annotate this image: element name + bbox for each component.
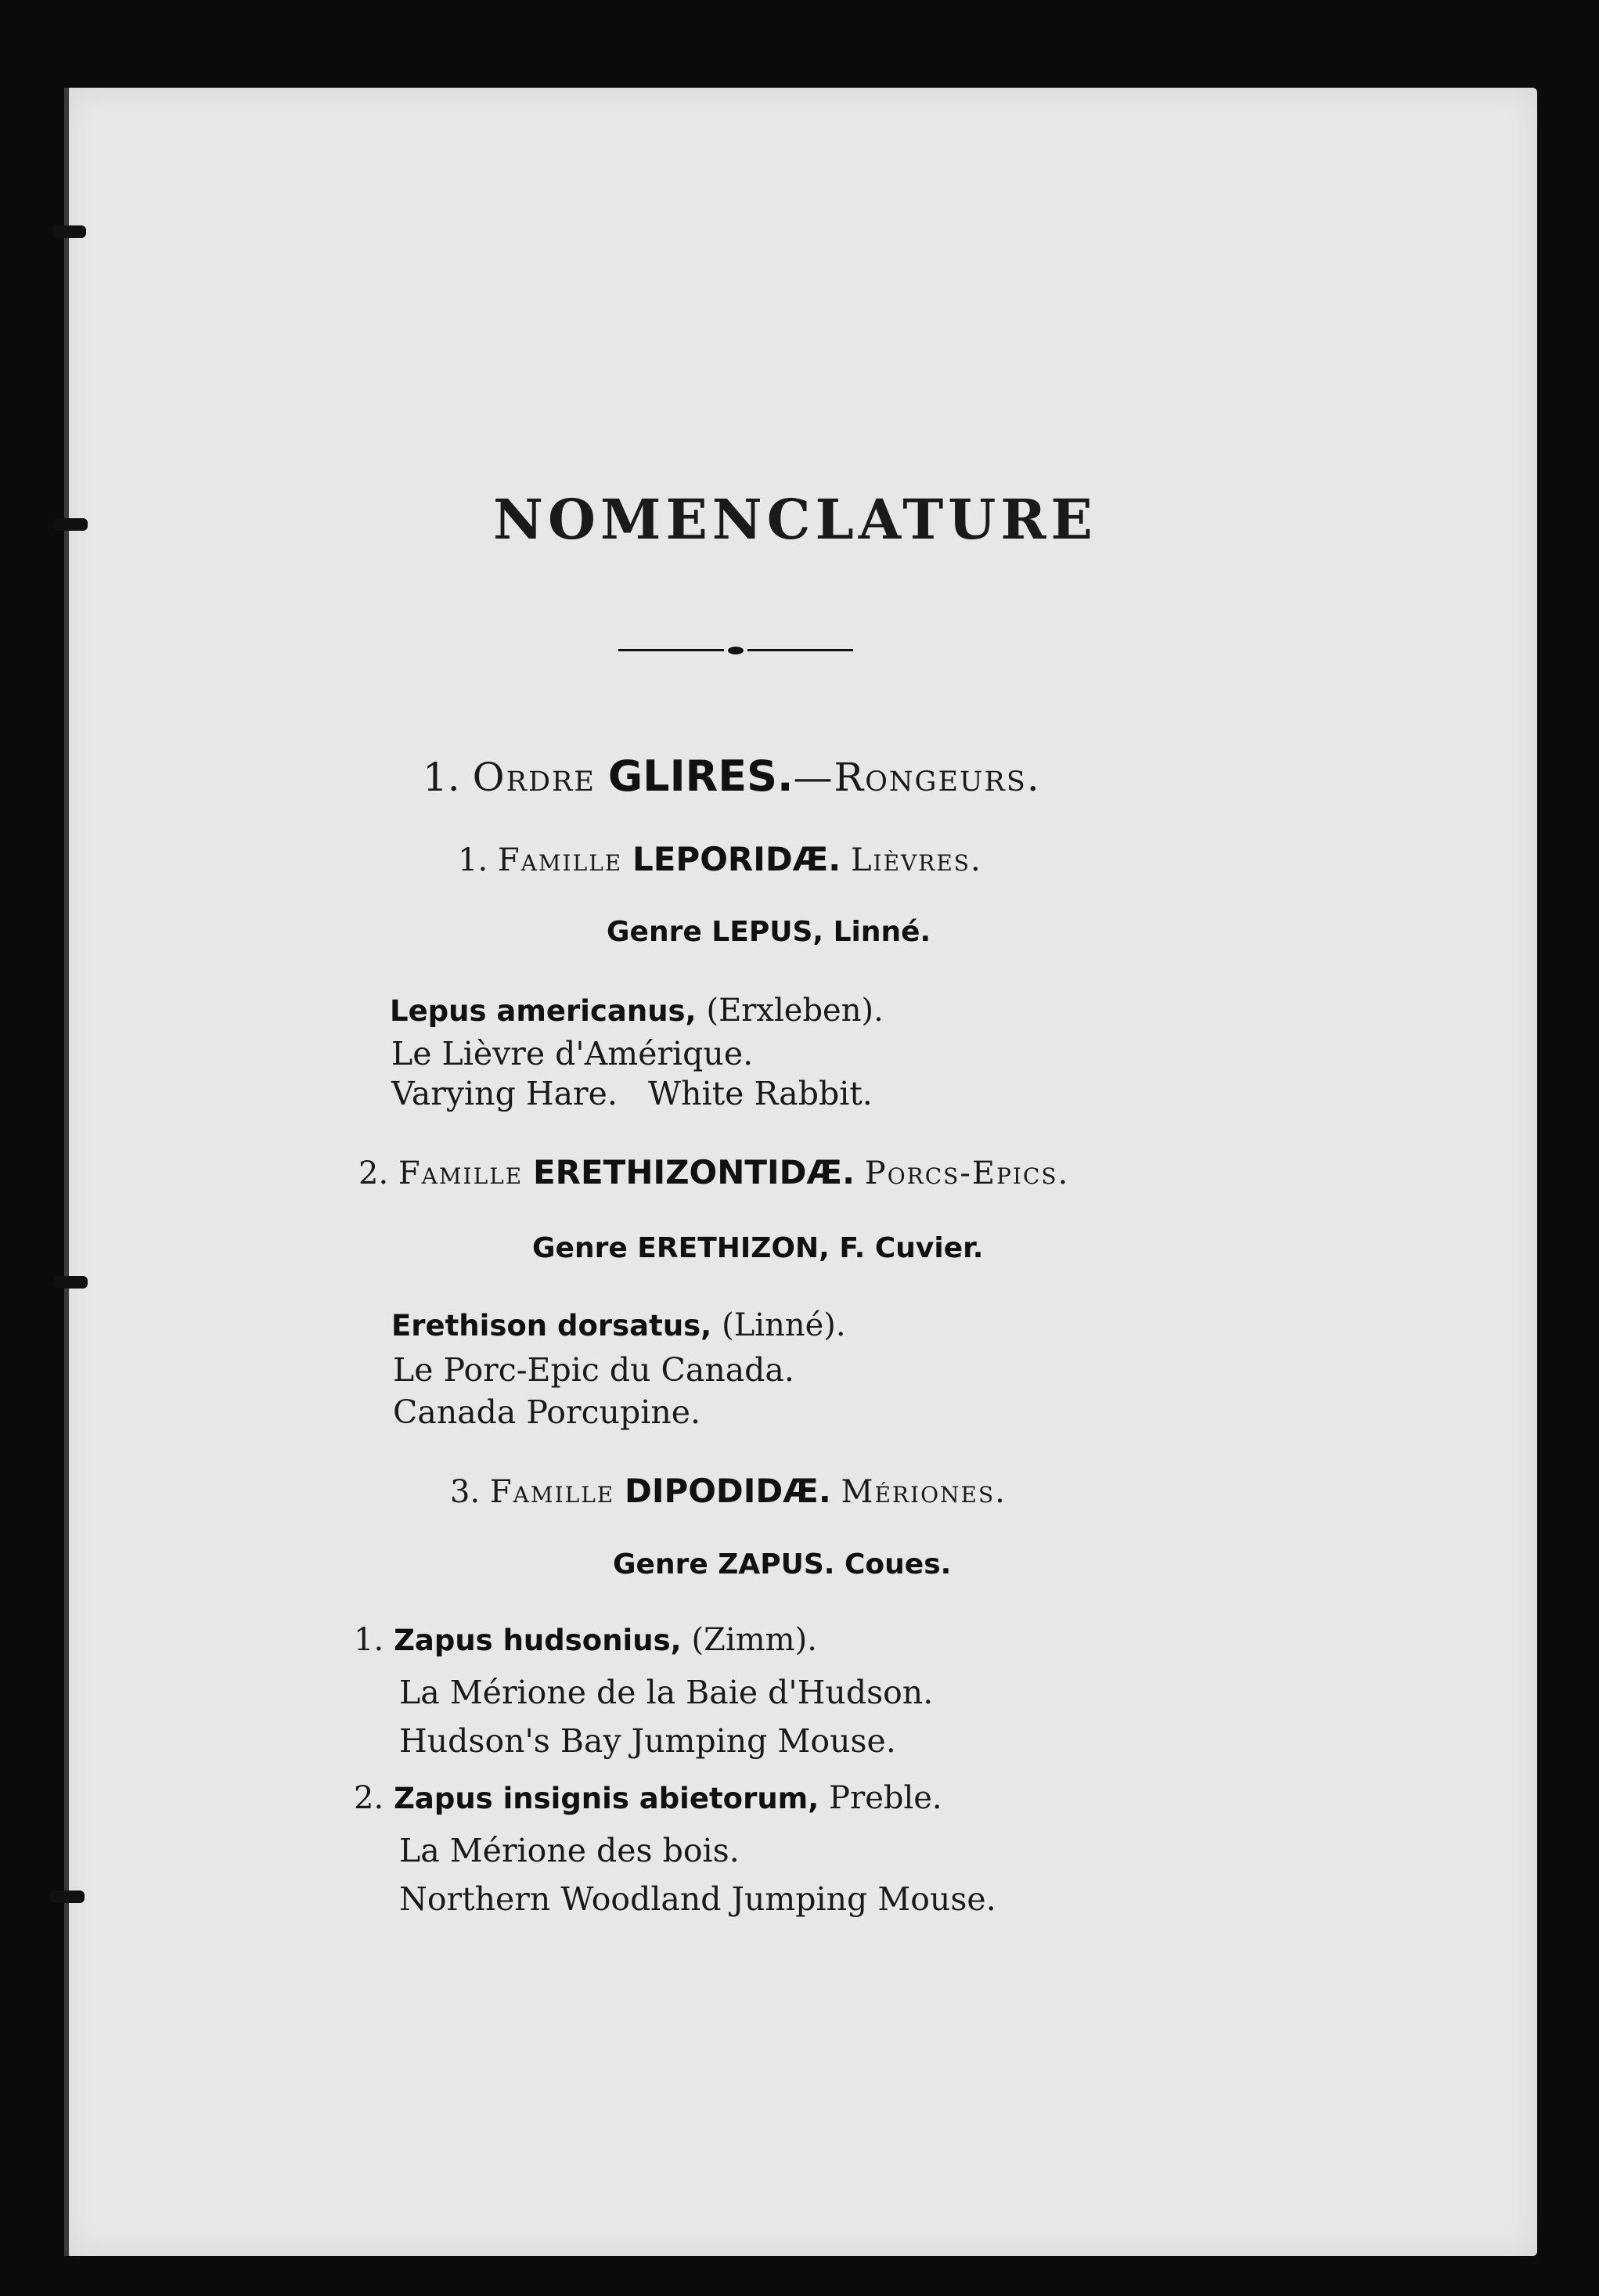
species-french: La Mérione des bois. xyxy=(399,1832,740,1869)
species-latin: Zapus hudsonius, xyxy=(394,1624,682,1657)
family-common: Mériones. xyxy=(841,1474,1007,1510)
family-number: 3. xyxy=(450,1474,481,1510)
species-name xyxy=(390,993,884,1029)
species-english: Varying Hare. White Rabbit. xyxy=(391,1075,873,1112)
genre-heading: Genre ZAPUS. Coues. xyxy=(613,1548,952,1581)
family-number: 1. xyxy=(458,842,488,878)
family-name: ERETHIZONTIDÆ. xyxy=(532,1153,855,1191)
species-authority: (Erxleben). xyxy=(706,993,884,1029)
family-heading xyxy=(458,840,982,878)
binding-stitch xyxy=(53,1276,88,1289)
title-ornament xyxy=(618,647,853,654)
species-name xyxy=(354,1780,942,1816)
genre-heading: Genre LEPUS, Linné. xyxy=(607,916,931,948)
family-common: Lièvres. xyxy=(850,842,982,878)
binding-stitch xyxy=(52,225,86,238)
family-label: Famille xyxy=(497,842,623,878)
species-authority: (Zimm). xyxy=(691,1622,817,1658)
order-label: Ordre xyxy=(472,755,596,800)
binding-stitch xyxy=(53,518,88,531)
species-latin: Zapus insignis abietorum, xyxy=(394,1782,819,1815)
species-latin: Erethison dorsatus, xyxy=(391,1309,712,1343)
species-english: Hudson's Bay Jumping Mouse. xyxy=(399,1722,896,1760)
family-number: 2. xyxy=(358,1155,389,1191)
order-name: GLIRES. xyxy=(607,752,794,801)
species-authority: (Linné). xyxy=(722,1307,846,1343)
family-heading xyxy=(358,1153,1069,1191)
order-heading xyxy=(423,752,1041,801)
species-english: Northern Woodland Jumping Mouse. xyxy=(399,1880,996,1918)
binding-stitch xyxy=(50,1891,85,1903)
family-name: LEPORIDÆ. xyxy=(632,840,841,878)
page-binding xyxy=(64,88,69,2256)
family-label: Famille xyxy=(398,1155,524,1191)
species-number: 1. xyxy=(354,1622,384,1658)
family-name: DIPODIDÆ. xyxy=(624,1472,831,1510)
family-heading xyxy=(450,1472,1007,1510)
family-common: Porcs-Epics. xyxy=(864,1155,1070,1191)
order-number: 1. xyxy=(423,755,460,800)
species-name xyxy=(391,1307,846,1343)
order-common: —Rongeurs. xyxy=(793,755,1041,800)
species-english: Canada Porcupine. xyxy=(393,1393,701,1431)
species-french: Le Porc-Epic du Canada. xyxy=(393,1351,794,1389)
species-authority: Preble. xyxy=(829,1780,942,1816)
species-number: 2. xyxy=(354,1780,384,1816)
page-title: NOMENCLATURE xyxy=(493,487,1097,552)
species-name xyxy=(354,1622,817,1658)
species-french: Le Lièvre d'Amérique. xyxy=(391,1035,754,1072)
species-french: La Mérione de la Baie d'Hudson. xyxy=(399,1674,934,1711)
family-label: Famille xyxy=(489,1474,615,1510)
species-latin: Lepus americanus, xyxy=(390,994,697,1028)
genre-heading: Genre ERETHIZON, F. Cuvier. xyxy=(532,1232,984,1264)
